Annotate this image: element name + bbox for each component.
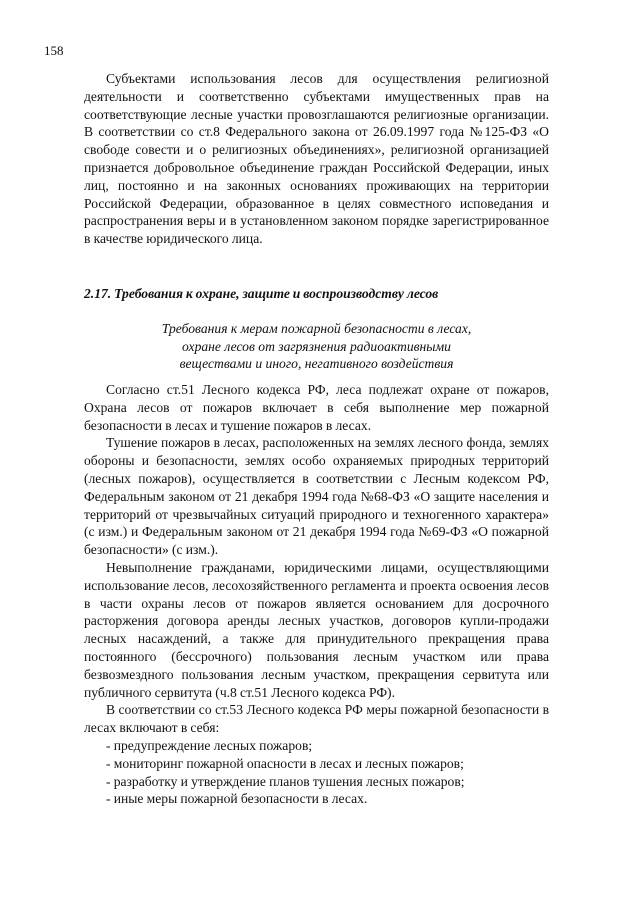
list-item: - разработку и утверждение планов тушения лесных пожаров; (106, 773, 465, 789)
subheading-line: Требования к мерам пожарной безопасности в лесах, (161, 321, 472, 336)
intro-paragraph: Субъектами использования лесов для осуществления религиозной деятельности и соответственно субъектами имущественных прав на соответствующие лесные участки провозглашаются религиозные организации. В соответствии со ст.8 Федерального закона от 26.09.1997 года №125-ФЗ «О свободе совести и о религиозных объединениях», религиозной организацией признается добровольное объединение граждан Российской Федерации, иных лиц, постоянно и на законных основаниях проживающих на территории Российской Федерации, образованное в целях совместного исповедания и распространения веры и в установленном законом порядке зарегистрированное в качестве юридического лица. (84, 71, 549, 247)
list-item: - мониторинг пожарной опасности в лесах и лесных пожаров; (106, 755, 464, 771)
main-text-block (84, 381, 549, 808)
paragraph-violations: Невыполнение гражданами, юридическими лицами, осуществляющими использование лесов, лесохозяйственного регламента и проекта освоения лесов в части охраны лесов от пожаров является основанием для досрочного расторжения договора аренды лесных участков, договоров купли-продажи лесных насаждений, а также для принудительного прекращения права постоянного (бессрочного) пользования лесным участком или права безвозмездного пользования лесным участком, прекращения сервитута или публичного сервитута (ч.8 ст.51 Лесного кодекса РФ). (84, 559, 549, 700)
paragraph-fire-fighting: Тушение пожаров в лесах, расположенных на землях лесного фонда, землях обороны и безопасности, землях особо охраняемых природных территорий (лесных пожаров), осуществляется в соответствии с Лесным кодексом РФ, Федеральным законом от 21 декабря 1994 года №68-ФЗ «О защите населения и территорий от чрезвычайных ситуаций природного и техногенного характера» (с изм.) и Федеральным законом от 21 декабря 1994 года №69-ФЗ «О пожарной безопасности» (с изм.). (84, 435, 549, 558)
subheading-line: веществами и иного, негативного воздействия (179, 356, 454, 371)
page-number: 158 (44, 43, 64, 58)
paragraph-fire-measures: В соответствии со ст.53 Лесного кодекса РФ меры пожарной безопасности в лесах включают в себя: (84, 702, 549, 736)
section-heading: 2.17. Требования к охране, защите и воспроизводству лесов (84, 286, 439, 301)
intro-block (84, 70, 549, 248)
subheading (84, 320, 549, 373)
list-item: - предупреждение лесных пожаров; (106, 737, 313, 753)
paragraph-fire-protection: Согласно ст.51 Лесного кодекса РФ, леса подлежат охране от пожаров, Охрана лесов от пожаров включает в себя выполнение мер пожарной безопасности в лесах и тушение пожаров в лесах. (84, 382, 549, 433)
list-item: - иные меры пожарной безопасности в лесах. (106, 791, 368, 807)
subheading-line: охране лесов от загрязнения радиоактивными (182, 338, 451, 354)
